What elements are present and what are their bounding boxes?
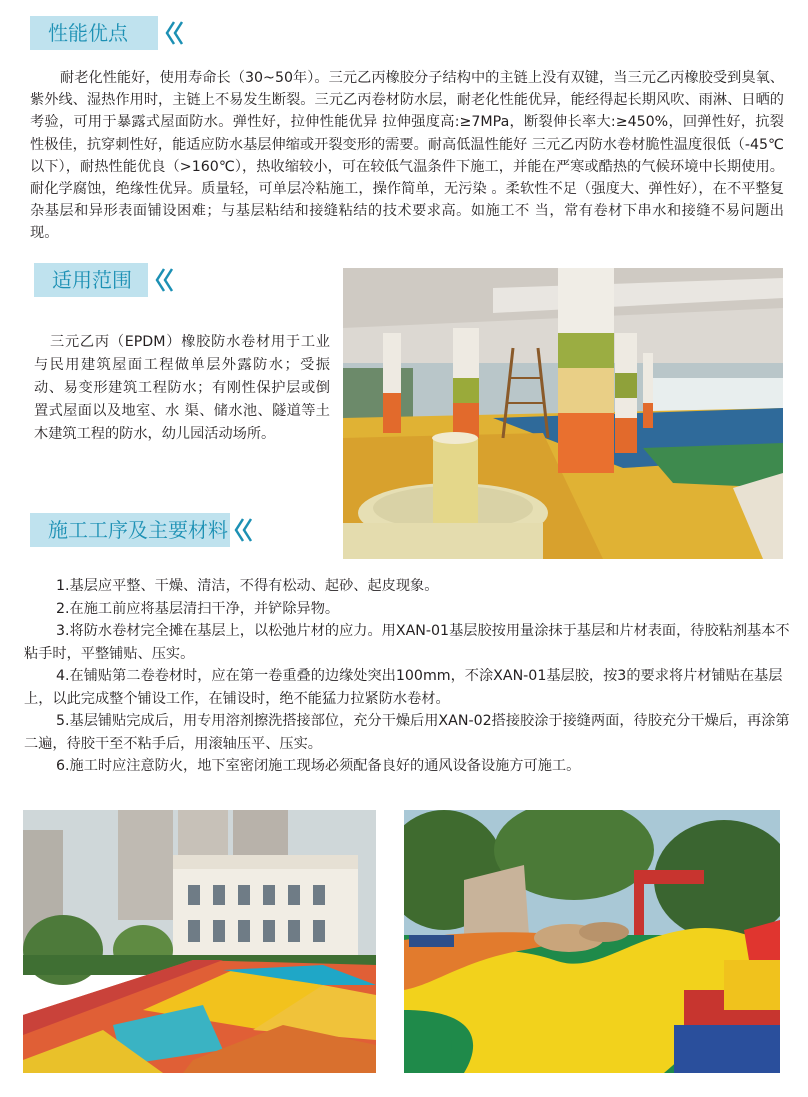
step-text: 在施工前应将基层清扫干净，并铲除异物。: [69, 600, 340, 617]
list-item: [24, 710, 794, 755]
indoor-hall-photo: [343, 268, 783, 559]
section-title-advantages-text: 性能优点: [48, 21, 128, 45]
step-text: 将防水卷材完全摊在基层上，以松弛片材的应力。用XAN-01基层胶按用量涂抹于基层和片材表面，待胶粘剂基本不粘手时，平整铺贴、压实。: [24, 623, 790, 662]
list-item: [24, 598, 794, 621]
chevron-double-icon: [154, 267, 180, 293]
step-number: 6.: [56, 758, 70, 774]
step-number: 1.: [56, 578, 70, 594]
step-number: 5.: [56, 713, 70, 729]
list-item: [24, 755, 794, 778]
process-steps-list: [24, 575, 794, 778]
step-number: 2.: [56, 600, 70, 617]
list-item: [24, 665, 794, 710]
step-text: 基层铺贴完成后，用专用溶剂擦洗搭接部位，充分干燥后用XAN-02搭接胶涂于接缝两面，待胶充分干燥后，再涂第二遍，待胶干至不粘手后，用滚轴压平、压实。: [24, 713, 790, 752]
residential-court-photo: [23, 810, 376, 1073]
scope-paragraph: 三元乙丙（EPDM）橡胶防水卷材用于工业与民用建筑屋面工程做单层外露防水；受振动、易变形建筑工程防水；有刚性保护层或倒置式屋面以及地室、水 渠、储水池、隧道等土木建筑工程的防水，幼儿园活动场所。: [34, 334, 330, 442]
step-number: 3.: [56, 623, 70, 639]
section-title-scope-text: 适用范围: [52, 268, 132, 292]
step-text: 在铺贴第二卷卷材时，应在第一卷重叠的边缘处突出100mm，不涂XAN-01基层胶，按3的要求将片材铺贴在基层上，以此完成整个铺设工作，在铺设时，绝不能猛力拉紧防水卷材。: [24, 668, 783, 707]
section-title-scope: [34, 263, 148, 297]
step-text: 施工时应注意防火，地下室密闭施工现场必须配备良好的通风设备设施方可施工。: [69, 758, 581, 774]
step-text: 基层应平整、干燥、清洁，不得有松动、起砂、起皮现象。: [69, 578, 439, 594]
section-title-advantages: [30, 16, 158, 50]
list-item: [24, 620, 794, 665]
section-title-process-text: 施工工序及主要材料: [48, 518, 228, 542]
step-number: 4.: [56, 668, 70, 684]
playground-photo: [404, 810, 780, 1073]
section-title-process: [30, 513, 230, 547]
list-item: [24, 575, 794, 598]
advantages-paragraph: 耐老化性能好，使用寿命长（30~50年）。三元乙丙橡胶分子结构中的主链上没有双键，当三元乙丙橡胶受到臭氧、紫外线、湿热作用时，主链上不易发生断裂。三元乙丙卷材防水层，耐老化性能优异，能经得起长期风吹、雨淋、日晒的考验，可用于暴露式屋面防水。弹性好，拉伸性能优异 拉伸强度高:≥7MPa，断裂伸长率大:≥450%，回弹性好，抗裂性极佳，抗穿刺性好，能适应防水基层伸缩或开裂变形的需要。耐高低温性能好 三元乙丙防水卷材脆性温度很低（-45℃以下），耐热性能优良（>160℃），热收缩较小，可在较低气温条件下施工，并能在严寒或酷热的气候环境中长期使用。耐化学腐蚀，绝缘性优异。质量轻，可单层冷粘施工，操作简单，无污染 。柔软性不足（强度大、弹性好），在不平整复杂基层和异形表面铺设困难；与基层粘结和接缝粘结的技术要求高。如施工不 当，常有卷材下串水和接缝不易问题出现。: [30, 70, 784, 242]
chevron-double-icon: [164, 20, 190, 46]
chevron-double-icon: [233, 517, 259, 543]
